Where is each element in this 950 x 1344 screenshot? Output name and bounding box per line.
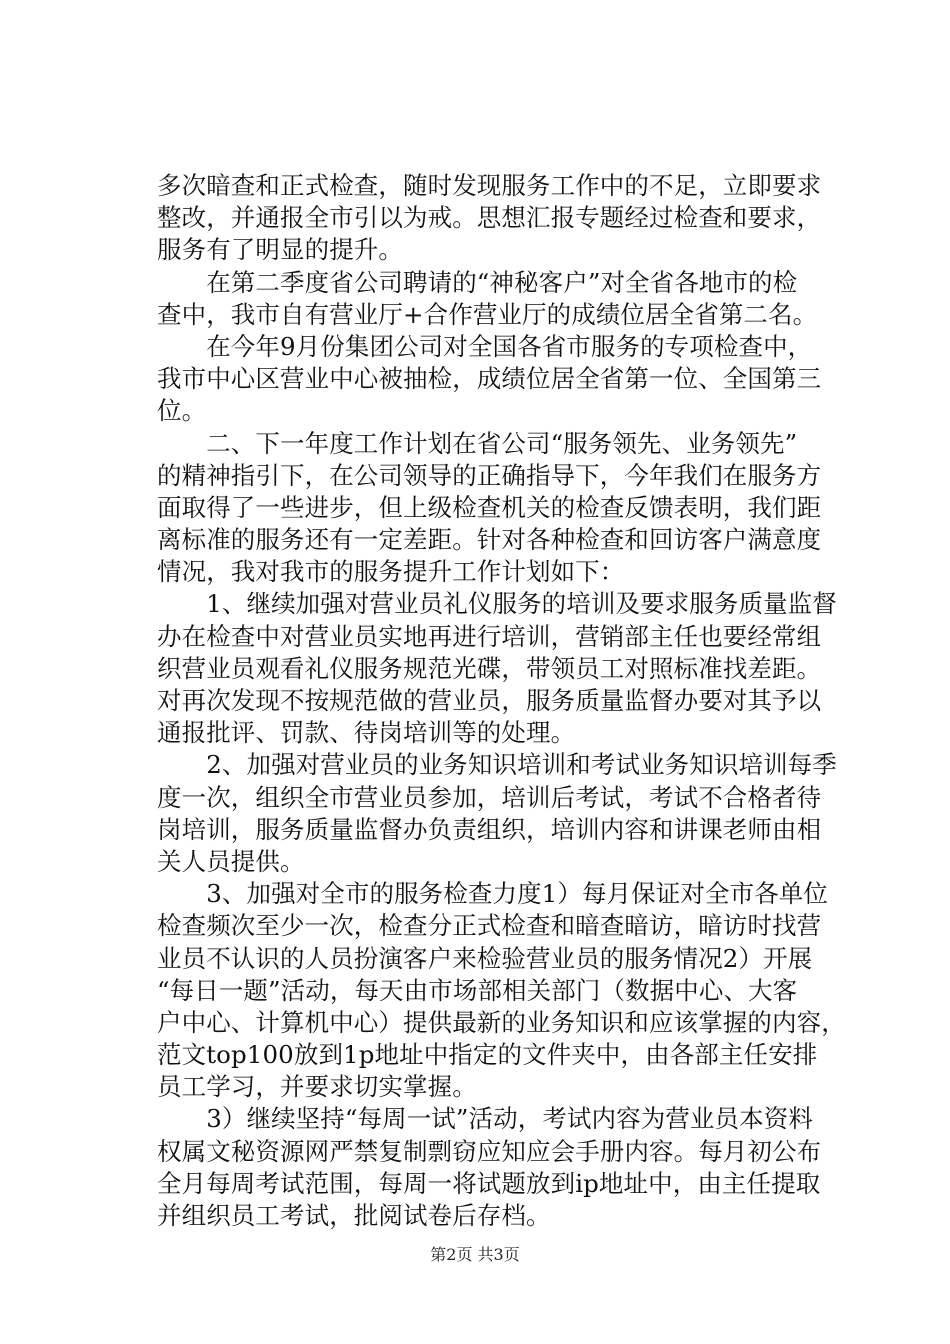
text-line: 多次暗查和正式检查，随时发现服务工作中的不足，立即要求 [157, 171, 822, 200]
text-line: 服务有了明显的提升。 [157, 235, 403, 265]
text-line: 二、下一年度工作计划在省公司“服务领先、业务领先” [157, 428, 798, 458]
text-line: 3）继续坚持“每周一试”活动，考试内容为营业员本资料 [157, 1104, 813, 1134]
text-line: 位。 [157, 396, 207, 426]
text-line: 在第二季度省公司聘请的“神秘客户”对全省各地市的检 [157, 267, 798, 297]
text-line: 情况，我对我市的服务提升工作计划如下： [157, 557, 625, 587]
text-line: 对再次发现不按规范做的营业员，服务质量监督办要对其予以 [157, 686, 822, 715]
text-line: 查中，我市自有营业厅+合作营业厅的成绩位居全省第二名。 [157, 299, 818, 329]
text-line: “每日一题”活动，每天由市场部相关部门（数据中心、大客 [157, 975, 798, 1005]
text-line: 关人员提供。 [157, 846, 305, 876]
text-line: 权属文秘资源网严禁复制剽窃应知应会手册内容。每月初公布 [157, 1136, 822, 1166]
text-line: 我市中心区营业中心被抽检，成绩位居全省第一位、全国第三 [157, 364, 822, 394]
text-line: 检查频次至少一次，检查分正式检查和暗查暗访，暗访时找营 [157, 911, 822, 941]
text-line: 2、加强对营业员的业务知识培训和考试业务知识培训每季 [157, 750, 837, 780]
text-line: 织营业员观看礼仪服务规范光碟，带领员工对照标准找差距。 [157, 653, 822, 683]
text-line: 在今年9月份集团公司对全国各省市服务的专项检查中， [157, 331, 813, 361]
text-line: 整改，并通报全市引以为戒。思想汇报专题经过检查和要求， [157, 203, 822, 233]
text-line: 1、继续加强对营业员礼仪服务的培训及要求服务质量监督 [157, 589, 837, 619]
text-line: 户中心、计算机中心）提供最新的业务知识和应该掌握的内容， [157, 1007, 846, 1037]
text-line: 度一次，组织全市营业员参加，培训后考试，考试不合格者待 [157, 782, 822, 812]
page-footer: 第2页 共3页 [430, 1245, 520, 1264]
text-line: 面取得了一些进步，但上级检查机关的检查反馈表明，我们距 [157, 492, 822, 522]
text-line: 并组织员工考试，批阅试卷后存档。 [157, 1201, 551, 1230]
text-line: 岗培训，服务质量监督办负责组织，培训内容和讲课老师由相 [157, 814, 822, 844]
text-line: 范文top100放到1p地址中指定的文件夹中，由各部主任安排 [157, 1040, 818, 1070]
text-line: 的精神指引下，在公司领导的正确指导下，今年我们在服务方 [157, 460, 822, 490]
text-line: 全月每周考试范围，每周一将试题放到ip地址中，由主任提取 [157, 1168, 821, 1198]
text-line: 离标准的服务还有一定差距。针对各种检查和回访客户满意度 [157, 525, 822, 555]
document-body [157, 170, 846, 1232]
text-line: 业员不认识的人员扮演客户来检验营业员的服务情况2）开展 [157, 943, 813, 973]
text-line: 办在检查中对营业员实地再进行培训，营销部主任也要经常组 [157, 621, 822, 651]
text-line: 通报批评、罚款、待岗培训等的处理。 [157, 718, 576, 748]
text-line: 员工学习，并要求切实掌握。 [157, 1072, 477, 1102]
text-line: 3、加强对全市的服务检查力度1）每月保证对全市各单位 [157, 879, 828, 909]
